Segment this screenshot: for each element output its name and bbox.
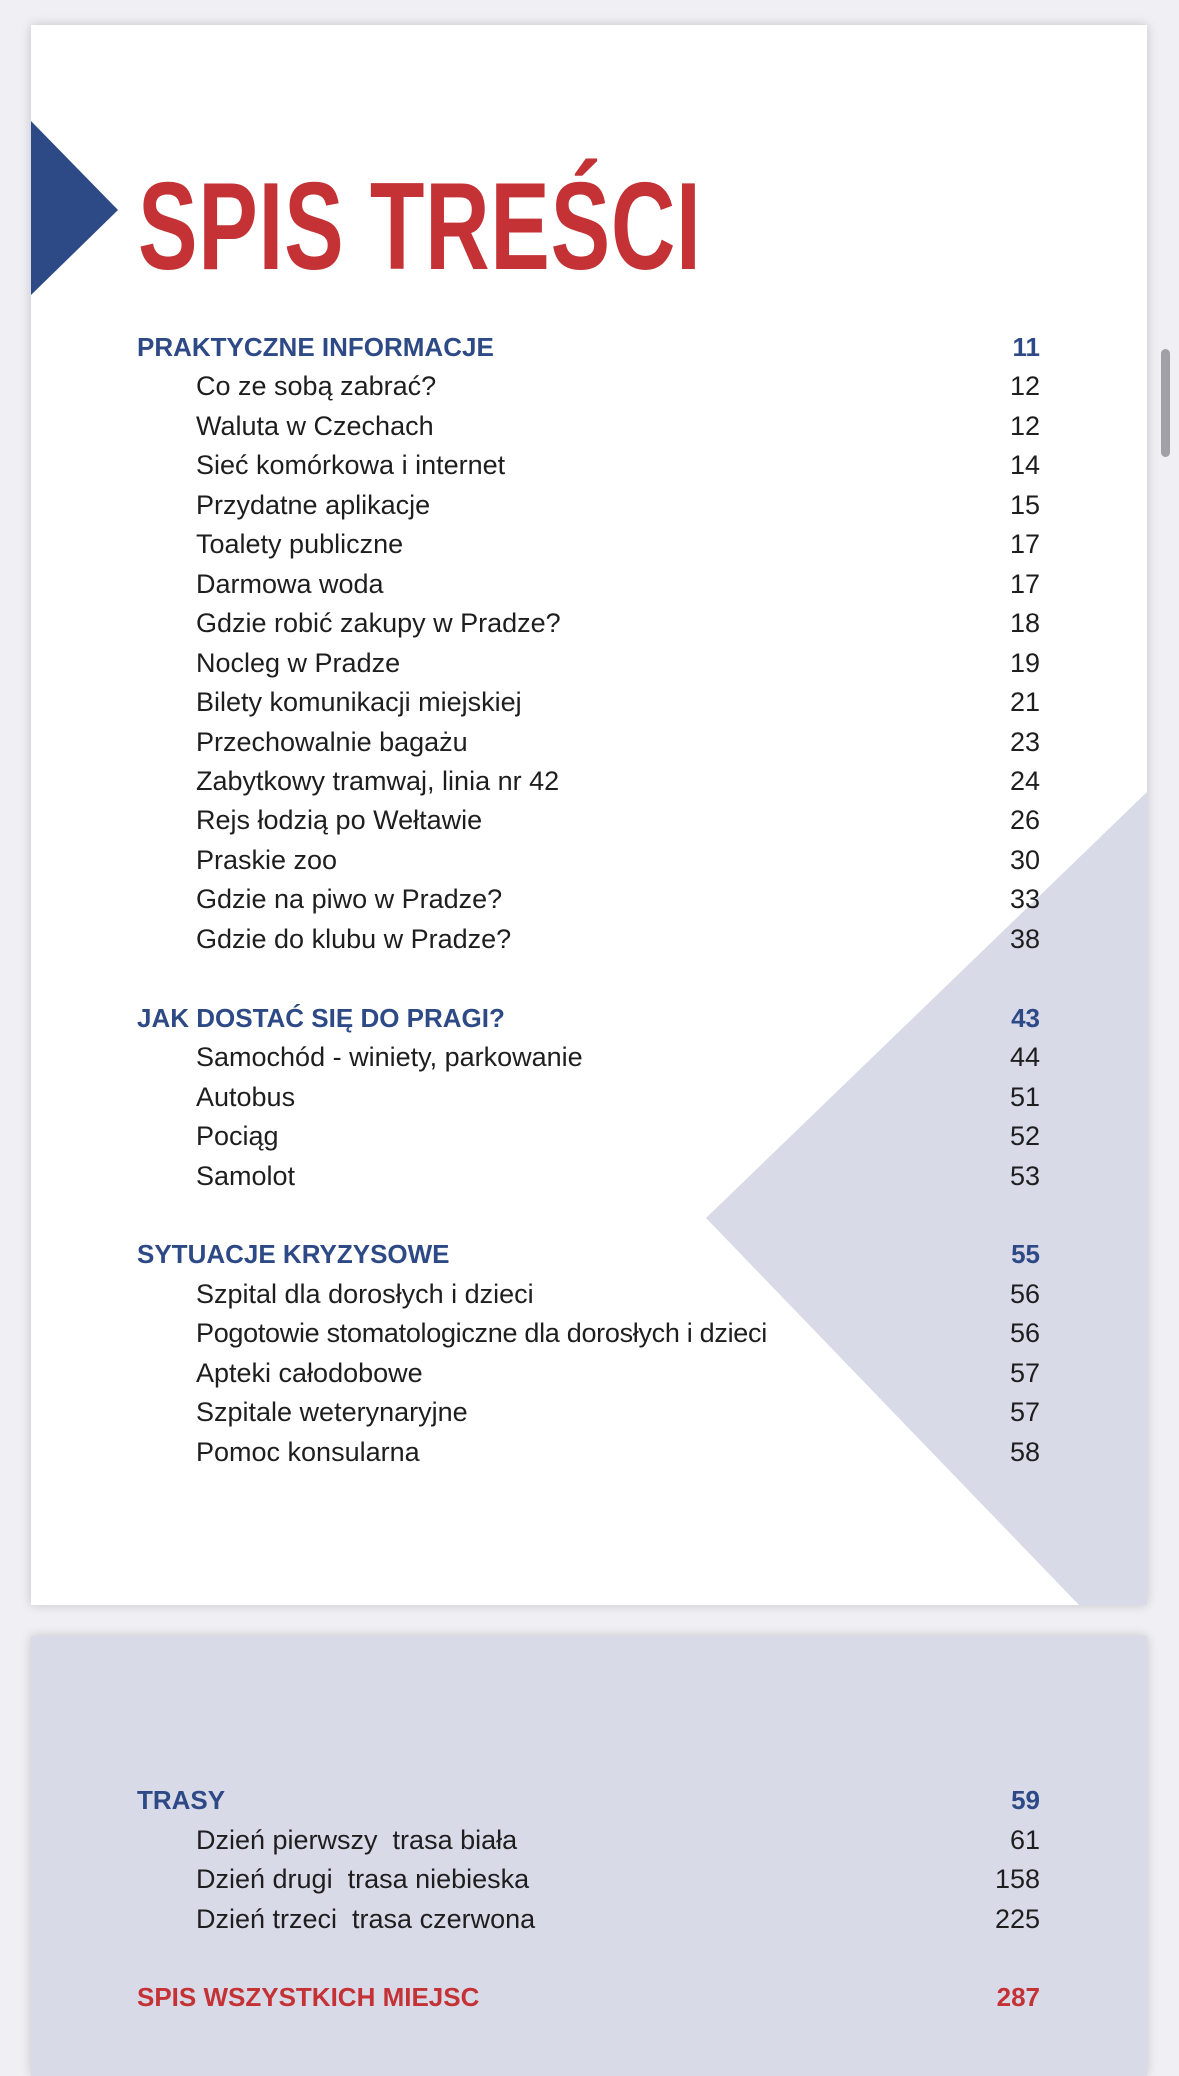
toc-item[interactable] — [31, 682, 1147, 722]
toc-item-label: Samochód - winiety, parkowanie — [196, 1042, 583, 1072]
toc-item-page: 17 — [1009, 569, 1040, 599]
toc-heading-page: 287 — [996, 1982, 1040, 2012]
toc-item-page: 38 — [1009, 924, 1040, 954]
toc-item[interactable] — [31, 1432, 1147, 1472]
toc-heading-label: SPIS WSZYSTKICH MIEJSC — [137, 1982, 480, 2012]
toc-item-page: 51 — [1009, 1082, 1040, 1112]
toc-item-label: Przechowalnie bagażu — [196, 727, 468, 757]
toc-heading-jak-dostac-sie[interactable] — [31, 998, 1147, 1038]
toc-item-page: 33 — [1009, 884, 1040, 914]
toc-item-page: 56 — [1009, 1318, 1040, 1348]
toc-item-label: Praskie zoo — [196, 845, 338, 875]
toc-item-label: Gdzie do klubu w Pradze? — [196, 924, 512, 954]
toc-item[interactable] — [31, 919, 1147, 959]
toc-item-page: 18 — [1009, 608, 1040, 638]
toc-item-label: Szpital dla dorosłych i dzieci — [196, 1279, 534, 1309]
toc-heading-label: PRAKTYCZNE INFORMACJE — [137, 332, 494, 362]
toc-item-page: 61 — [1009, 1825, 1040, 1855]
toc-item-label: Gdzie robić zakupy w Pradze? — [196, 608, 561, 638]
toc-item-label: Dzień pierwszy trasa biała — [196, 1825, 518, 1855]
vertical-scrollbar-thumb[interactable] — [1161, 349, 1170, 457]
toc-item[interactable] — [31, 1859, 1147, 1899]
toc-item-label: Pogotowie stomatologiczne dla dorosłych i dzieci — [196, 1318, 767, 1348]
arrow-marker-icon — [31, 121, 118, 295]
toc-item-page: 57 — [1009, 1397, 1040, 1427]
toc-item-page: 30 — [1009, 845, 1040, 875]
toc-item-label: Autobus — [196, 1082, 296, 1112]
toc-heading-page: 59 — [1011, 1785, 1040, 1815]
toc-heading-label: JAK DOSTAĆ SIĘ DO PRAGI? — [137, 1003, 505, 1033]
toc-item[interactable] — [31, 445, 1147, 485]
toc-item-page: 26 — [1009, 805, 1040, 835]
toc-item-page: 23 — [1009, 727, 1040, 757]
toc-item-label: Darmowa woda — [196, 569, 384, 599]
toc-item[interactable] — [31, 1037, 1147, 1077]
toc-item[interactable] — [31, 603, 1147, 643]
toc-item-page: 12 — [1009, 371, 1040, 401]
toc-item[interactable] — [31, 761, 1147, 801]
toc-item-label: Przydatne aplikacje — [196, 490, 431, 520]
toc-heading-page: 11 — [1012, 332, 1040, 362]
toc-page-2 — [31, 1636, 1147, 2076]
toc-item-page: 19 — [1009, 648, 1040, 678]
toc-item-page: 17 — [1009, 529, 1040, 559]
toc-item-label: Apteki całodobowe — [196, 1358, 423, 1388]
toc-item[interactable] — [31, 840, 1147, 880]
toc-item-label: Dzień trzeci trasa czerwona — [196, 1904, 536, 1934]
toc-item-page: 52 — [1009, 1121, 1040, 1151]
toc-heading-label: SYTUACJE KRYZYSOWE — [137, 1239, 450, 1269]
toc-item-label: Szpitale weterynaryjne — [196, 1397, 468, 1427]
toc-item-page: 12 — [1009, 411, 1040, 441]
toc-heading-page: 55 — [1011, 1239, 1040, 1269]
toc-item-label: Waluta w Czechach — [196, 411, 434, 441]
toc-item[interactable] — [31, 564, 1147, 604]
toc-item[interactable] — [31, 485, 1147, 525]
toc-item-page: 15 — [1009, 490, 1040, 520]
toc-item-label: Samolot — [196, 1161, 296, 1191]
toc-item-page: 225 — [994, 1904, 1040, 1934]
toc-item-label: Pomoc konsularna — [196, 1437, 420, 1467]
toc-item-label: Sieć komórkowa i internet — [196, 450, 506, 480]
toc-item[interactable] — [31, 366, 1147, 406]
toc-item-label: Pociąg — [196, 1121, 279, 1151]
toc-item-label: Dzień drugi trasa niebieska — [196, 1864, 530, 1894]
toc-item[interactable] — [31, 1156, 1147, 1196]
toc-item-page: 44 — [1009, 1042, 1040, 1072]
toc-item-label: Nocleg w Pradze — [196, 648, 401, 678]
toc-item-label: Rejs łodzią po Wełtawie — [196, 805, 483, 835]
toc-item[interactable] — [31, 800, 1147, 840]
toc-item[interactable] — [31, 722, 1147, 762]
toc-item-label: Toalety publiczne — [196, 529, 404, 559]
toc-item-page: 14 — [1009, 450, 1040, 480]
toc-heading-trasy[interactable] — [31, 1780, 1147, 1820]
toc-item[interactable] — [31, 643, 1147, 683]
toc-item[interactable] — [31, 1313, 1147, 1353]
toc-item[interactable] — [31, 1116, 1147, 1156]
toc-item-page: 21 — [1009, 687, 1040, 717]
toc-item-page: 53 — [1009, 1161, 1040, 1191]
toc-item[interactable] — [31, 1392, 1147, 1432]
toc-item-page: 56 — [1009, 1279, 1040, 1309]
toc-heading-praktyczne-informacje[interactable] — [31, 327, 1147, 367]
toc-item[interactable] — [31, 1820, 1147, 1860]
toc-item[interactable] — [31, 1077, 1147, 1117]
toc-heading-label: TRASY — [137, 1785, 226, 1815]
toc-heading-sytuacje-kryzysowe[interactable] — [31, 1234, 1147, 1274]
toc-item-label: Bilety komunikacji miejskiej — [196, 687, 522, 717]
toc-item-page: 158 — [994, 1864, 1040, 1894]
toc-item-label: Co ze sobą zabrać? — [196, 371, 437, 401]
toc-page-1 — [31, 25, 1147, 1605]
toc-item[interactable] — [31, 1899, 1147, 1939]
toc-item[interactable] — [31, 524, 1147, 564]
toc-item[interactable] — [31, 1353, 1147, 1393]
toc-item[interactable] — [31, 879, 1147, 919]
toc-item-page: 24 — [1009, 766, 1040, 796]
toc-item[interactable] — [31, 1274, 1147, 1314]
toc-item[interactable] — [31, 406, 1147, 446]
toc-heading-spis-wszystkich-miejsc[interactable] — [31, 1977, 1147, 2017]
toc-heading-page: 43 — [1011, 1003, 1040, 1033]
toc-item-label: Zabytkowy tramwaj, linia nr 42 — [196, 766, 560, 796]
toc-item-label: Gdzie na piwo w Pradze? — [196, 884, 503, 914]
toc-item-page: 57 — [1009, 1358, 1040, 1388]
page-title: SPIS TREŚCI — [138, 158, 702, 296]
toc-item-page: 58 — [1009, 1437, 1040, 1467]
